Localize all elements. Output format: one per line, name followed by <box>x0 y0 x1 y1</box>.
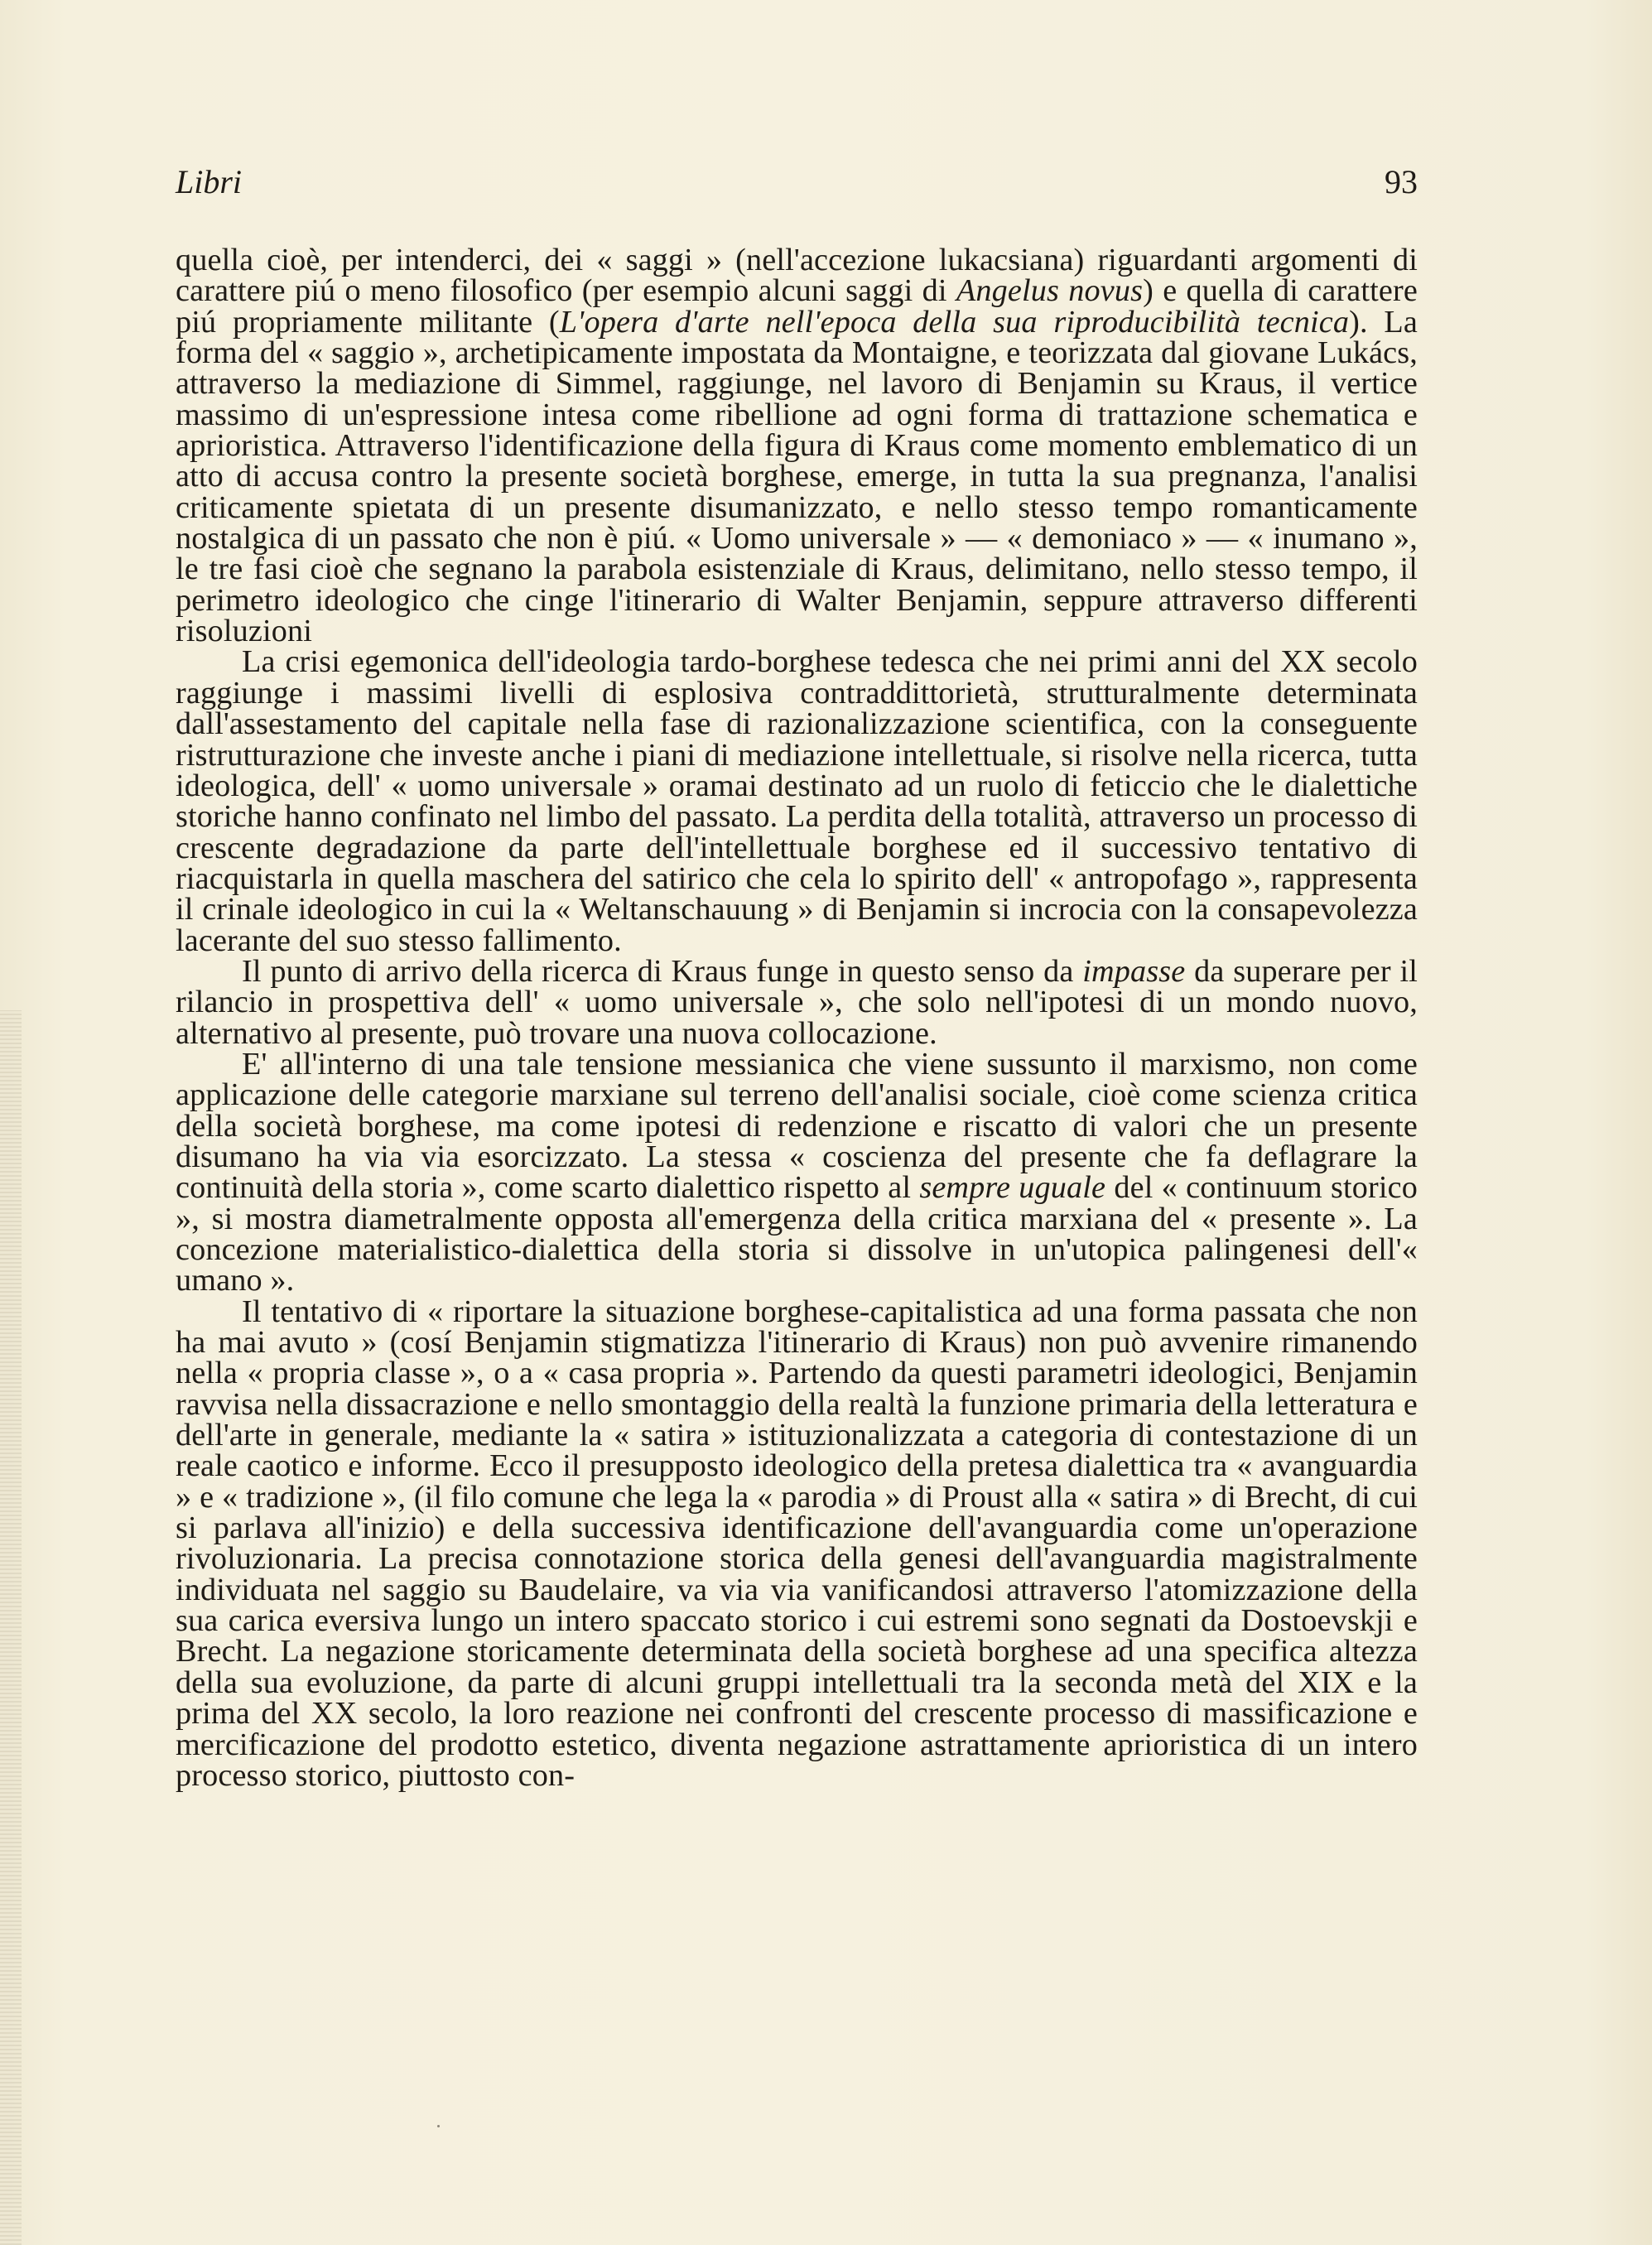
paragraph <box>176 1294 1418 1793</box>
text-run: E' all'interno di una tale tensione messianica che viene sussunto il marxismo, non come applicazione delle categorie marxiane sul terreno dell'analisi sociale, cioè come scienza critica della società borghese, ma come ipotesi di redenzione e riscatto di valori che un presente disumano ha via via esorcizzato. La stessa « coscienza del presente che fa deflagrare la continuità della storia », come scarto dialettico rispetto al <box>176 1046 1418 1206</box>
text-run: La crisi egemonica dell'ideologia tardo-borghese tedesca che nei primi anni del XX secolo raggiunge i massimi livelli di esplosiva contraddittorietà, strutturalmente determinata dall'assestamento del capitale nella fase di razionalizzazione scientifica, con la conseguente ristrutturazione che investe anche i piani di mediazione intellettuale, si risolve nella ricerca, tutta ideologica, dell' « uomo universale » oramai destinato ad un ruolo di feticcio che le dialettiche storiche hanno confinato nel limbo del passato. La perdita della totalità, attraverso un processo di crescente degradazione da parte dell'intellettuale borghese ed il successivo tentativo di riacquistarla in quella maschera del satirico che cela lo spirito dell' « antropofago », rappresenta il crinale ideologico in cui la « Weltanschauung » di Benjamin si incrocia con la consapevolezza lacerante del suo stesso fallimento. <box>176 644 1418 958</box>
text-run: Il punto di arrivo della ricerca di Kraus funge in questo senso da <box>242 953 1083 989</box>
title-italic: L'opera d'arte nell'epoca della sua riproducibilità tecnica <box>559 304 1350 340</box>
title-italic: Angelus novus <box>956 273 1144 309</box>
paragraph <box>176 953 1418 1051</box>
page-edge-shadow <box>0 1010 22 2245</box>
paragraph <box>176 1046 1418 1298</box>
running-title: Libri <box>176 163 243 200</box>
paragraph <box>176 245 1418 647</box>
text-run: quella cioè, per intenderci, dei « saggi » (nell'accezione lukacsiana) riguardanti argomenti di carattere piú o meno filosofico (per esempio alcuni saggi di <box>176 243 1418 309</box>
running-head <box>176 162 1418 204</box>
term-italic: impasse <box>1082 953 1186 989</box>
paragraph <box>176 644 1418 958</box>
text-run: ). La forma del « saggio », archetipicamente impostata da Montaigne, e teorizzata dal giovane Lukács, attraverso la mediazione di Simmel, raggiunge, nel lavoro di Benjamin su Kraus, il vertice massimo di un'espressione intesa come ribellione ad ogni forma di trattazione schematica e aprioristica. Attraverso l'identificazione della figura di Kraus come momento emblematico di un atto di accusa contro la presente società borghese, emerge, in tutta la sua pregnanza, l'analisi criticamente spietata di un presente disumanizzato, e nello stesso tempo romanticamente nostalgica di un passato che non è piú. « Uomo universale » — « demoniaco » — « inumano », le tre fasi cioè che segnano la parabola esistenziale di Kraus, delimitano, nello stesso tempo, il perimetro ideologico che cinge l'itinerario di Walter Benjamin, seppure attraverso differenti risoluzioni <box>176 304 1418 649</box>
page-number: 93 <box>1385 163 1418 200</box>
term-italic: sempre uguale <box>919 1170 1106 1206</box>
ink-speck <box>437 2125 440 2127</box>
text-run: Il tentativo di « riportare la situazione borghese-capitalistica ad una forma passata che non ha mai avuto » (cosí Benjamin stigmatizza l'itinerario di Kraus) non può avvenire rimanendo nella « propria classe », o a « casa propria ». Partendo da questi parametri ideologici, Benjamin ravvisa nella dissacrazione e nello smontaggio della realtà la funzione primaria della letteratura e dell'arte in generale, mediante la « satira » istituzionalizzata a categoria di contestazione di un reale caotico e informe. Ecco il presupposto ideologico della pretesa dialettica tra « avanguardia » e « tradizione », (il filo comune che lega la « parodia » di Proust alla « satira » di Brecht, di cui si parlava all'inizio) e della successiva identificazione dell'avanguardia come un'operazione rivoluzionaria. La precisa connotazione storica della genesi dell'avanguardia magistralmente individuata nel saggio su Baudelaire, va via via vanificandosi attraverso l'atomizzazione della sua carica eversiva lungo un intero spaccato storico i cui estremi sono segnati da Dostoevskji e Brecht. La negazione storicamente determinata della società borghese ad una specifica altezza della sua evoluzione, da parte di alcuni gruppi intellettuali tra la seconda metà del XIX e la prima del XX secolo, la loro reazione nei confronti del crescente processo di massificazione e mercificazione del prodotto estetico, diventa negazione astrattamente aprioristica di un intero processo storico, piuttosto con- <box>176 1294 1418 1793</box>
text-run: da superare per il rilancio in prospettiva dell' « uomo universale », che solo nell'ipotesi di un mondo nuovo, alternativo al presente, può trovare una nuova collocazione. <box>176 953 1418 1051</box>
text-run: del « continuum storico », si mostra diametralmente opposta all'emergenza della critica marxiana del « presente ». La concezione materialistico-dialettica della storia si dissolve in un'utopica palingenesi dell'« umano ». <box>176 1170 1418 1298</box>
body-text <box>176 245 1418 1791</box>
text-run: ) e quella di carattere piú propriamente militante ( <box>176 273 1418 340</box>
